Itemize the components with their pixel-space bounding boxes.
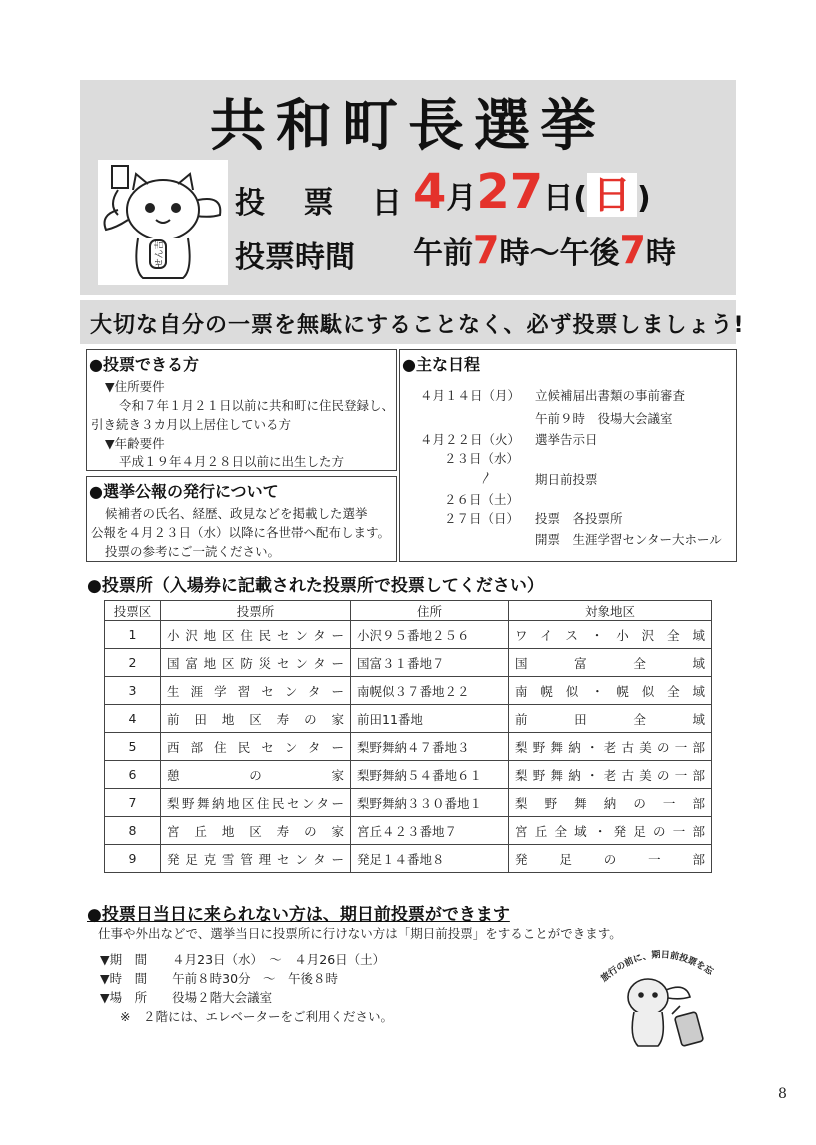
station-address: 宮丘４２３番地７: [351, 817, 509, 845]
station-name: 憩の家: [161, 761, 351, 789]
station-number: 4: [105, 705, 161, 733]
station-number: 1: [105, 621, 161, 649]
schedule-text: 立候補届出書類の事前審査: [535, 388, 686, 403]
station-number: 7: [105, 789, 161, 817]
slogan: 大切な自分の一票を無駄にすることなく、必ず投票しましょう!: [90, 313, 745, 338]
page-title: 共和町長選挙: [210, 94, 606, 159]
station-area: 国富全域: [509, 649, 712, 677]
schedule-title: ●主な日程: [402, 355, 480, 374]
station-area: 宮丘全域・発足の一部: [509, 817, 712, 845]
date-weekday: 日: [587, 173, 637, 217]
date-label: 投 票 日: [235, 186, 416, 221]
table-row: [105, 789, 712, 817]
election-date: [413, 164, 651, 220]
station-name: 前田地区寿の家: [161, 705, 351, 733]
schedule-text: 期日前投票: [535, 472, 598, 487]
station-number: 9: [105, 845, 161, 873]
station-address: 発足１４番地８: [351, 845, 509, 873]
table-row: [105, 817, 712, 845]
station-area: 梨野舞納・老古美の一部: [509, 761, 712, 789]
table-row: [105, 649, 712, 677]
svg-text:旅行の前に、期日前投票を忘れずに!: [596, 942, 717, 984]
station-area: 南幌似・幌似全域: [509, 677, 712, 705]
column-header: 対象地区: [509, 601, 712, 621]
station-area: 発足の一部: [509, 845, 712, 873]
station-address: 国富３１番地７: [351, 649, 509, 677]
schedule-date: ４月２２日（火）: [420, 432, 521, 447]
table-header-row: [105, 601, 712, 621]
time-start-prefix: 午前: [413, 236, 473, 271]
table-row: [105, 733, 712, 761]
column-header: 投票所: [161, 601, 351, 621]
station-name: 宮丘地区寿の家: [161, 817, 351, 845]
schedule-date: 〳: [480, 470, 493, 485]
slogan-bar: [80, 300, 745, 344]
gazette-line: 候補者の氏名、経歴、政見などを掲載した選挙: [105, 506, 368, 521]
date-day: 27: [476, 164, 544, 220]
station-address: 梨野舞納４７番地３: [351, 733, 509, 761]
stations-table-body: [105, 621, 712, 873]
table-row: [105, 761, 712, 789]
eligibility-title: ●投票できる方: [89, 355, 199, 374]
time-start-suffix: 時〜午後: [499, 236, 620, 271]
station-address: 小沢９５番地２５６: [351, 621, 509, 649]
mascot-caption: 旅行の前に、期日前投票を忘: [599, 950, 715, 985]
station-address: 梨野舞納３３０番地１: [351, 789, 509, 817]
station-name: 生涯学習センター: [161, 677, 351, 705]
early-voting-period: ▼期 間 ４月23日（水） 〜 ４月26日（土）: [100, 952, 386, 967]
schedule-box: [399, 349, 737, 562]
time-label: 投票時間: [235, 240, 355, 275]
eligibility-line: ▼年齢要件: [105, 436, 165, 451]
schedule-date: ２７日（日）: [444, 511, 520, 526]
station-number: 2: [105, 649, 161, 677]
station-name: 梨野舞納地区住民センター: [161, 789, 351, 817]
early-voting-heading: ●投票日当日に来られない方は、期日前投票ができます: [87, 905, 510, 925]
eligibility-line: 平成１９年４月２８日以前に出生した方: [119, 454, 345, 469]
station-number: 8: [105, 817, 161, 845]
table-row: [105, 705, 712, 733]
mascot-suitcase-icon: [596, 942, 724, 1052]
eligibility-line: ▼住所要件: [105, 379, 165, 394]
date-month: 4: [413, 164, 447, 220]
time-end-hour: 7: [619, 228, 646, 272]
gazette-line: 投票の参考にご一読ください。: [105, 544, 281, 559]
early-voting-intro: 仕事や外出などで、選挙当日に投票所に行けない方は「期日前投票」をすることができます。: [98, 926, 622, 941]
time-end-suffix: 時: [645, 236, 676, 271]
eligibility-line: 令和７年１月２１日以前に共和町に住民登録し、: [119, 398, 395, 413]
stations-table: [104, 600, 712, 873]
station-address: 梨野舞納５４番地６１: [351, 761, 509, 789]
station-area: 梨野舞納の一部: [509, 789, 712, 817]
time-start-hour: 7: [473, 228, 500, 272]
station-name: 小沢地区住民センター: [161, 621, 351, 649]
date-month-unit: 月: [446, 181, 477, 216]
gazette-box: [86, 476, 397, 562]
column-header: 住所: [351, 601, 509, 621]
table-row: [105, 845, 712, 873]
station-number: 3: [105, 677, 161, 705]
date-close-paren: ): [636, 181, 651, 216]
early-voting-hours: ▼時 間 午前８時30分 〜 午後８時: [100, 971, 339, 986]
station-area: 前田全域: [509, 705, 712, 733]
mascot-icon: [98, 160, 228, 285]
travel-mascot-illustration: [596, 942, 724, 1052]
station-name: 発足克雪管理センター: [161, 845, 351, 873]
station-name: 国富地区防災センター: [161, 649, 351, 677]
eligibility-box: [86, 349, 397, 471]
mascot-badge: せん吉: [155, 240, 165, 268]
page-number: 8: [778, 1086, 787, 1102]
stations-heading: ●投票所（入場券に記載された投票所で投票してください）: [87, 576, 544, 596]
schedule-text: 投票 各投票所: [535, 511, 623, 526]
station-area: ワイス・小沢全域: [509, 621, 712, 649]
eligibility-line: 引き続き３カ月以上居住している方: [91, 417, 292, 432]
station-address: 前田11番地: [351, 705, 509, 733]
schedule-text: 午前９時 役場大会議室: [535, 411, 673, 426]
voting-hours: [413, 228, 676, 272]
schedule-text: 選挙告示日: [535, 432, 598, 447]
schedule-text: 開票 生涯学習センター大ホール: [535, 532, 722, 547]
schedule-date: ２３日（水）: [444, 451, 520, 466]
station-name: 西部住民センター: [161, 733, 351, 761]
early-voting-place: ▼場 所 役場２階大会議室: [100, 990, 273, 1005]
station-address: 南幌似３７番地２２: [351, 677, 509, 705]
date-day-unit: 日: [543, 181, 574, 216]
gazette-line: 公報を４月２３日（水）以降に各世帯へ配布します。: [91, 525, 391, 540]
station-area: 梨野舞納・老古美の一部: [509, 733, 712, 761]
station-number: 6: [105, 761, 161, 789]
mascot-illustration: [98, 160, 228, 285]
column-header: 投票区: [105, 601, 161, 621]
early-voting-note: ※ ２階には、エレベーターをご利用ください。: [120, 1009, 393, 1024]
gazette-title: ●選挙公報の発行について: [89, 482, 279, 501]
schedule-date: ２６日（土）: [444, 492, 520, 507]
date-open-paren: (: [573, 181, 587, 216]
station-number: 5: [105, 733, 161, 761]
table-row: [105, 677, 712, 705]
schedule-date: ４月１４日（月）: [420, 388, 521, 403]
table-row: [105, 621, 712, 649]
header-banner: [80, 80, 736, 295]
